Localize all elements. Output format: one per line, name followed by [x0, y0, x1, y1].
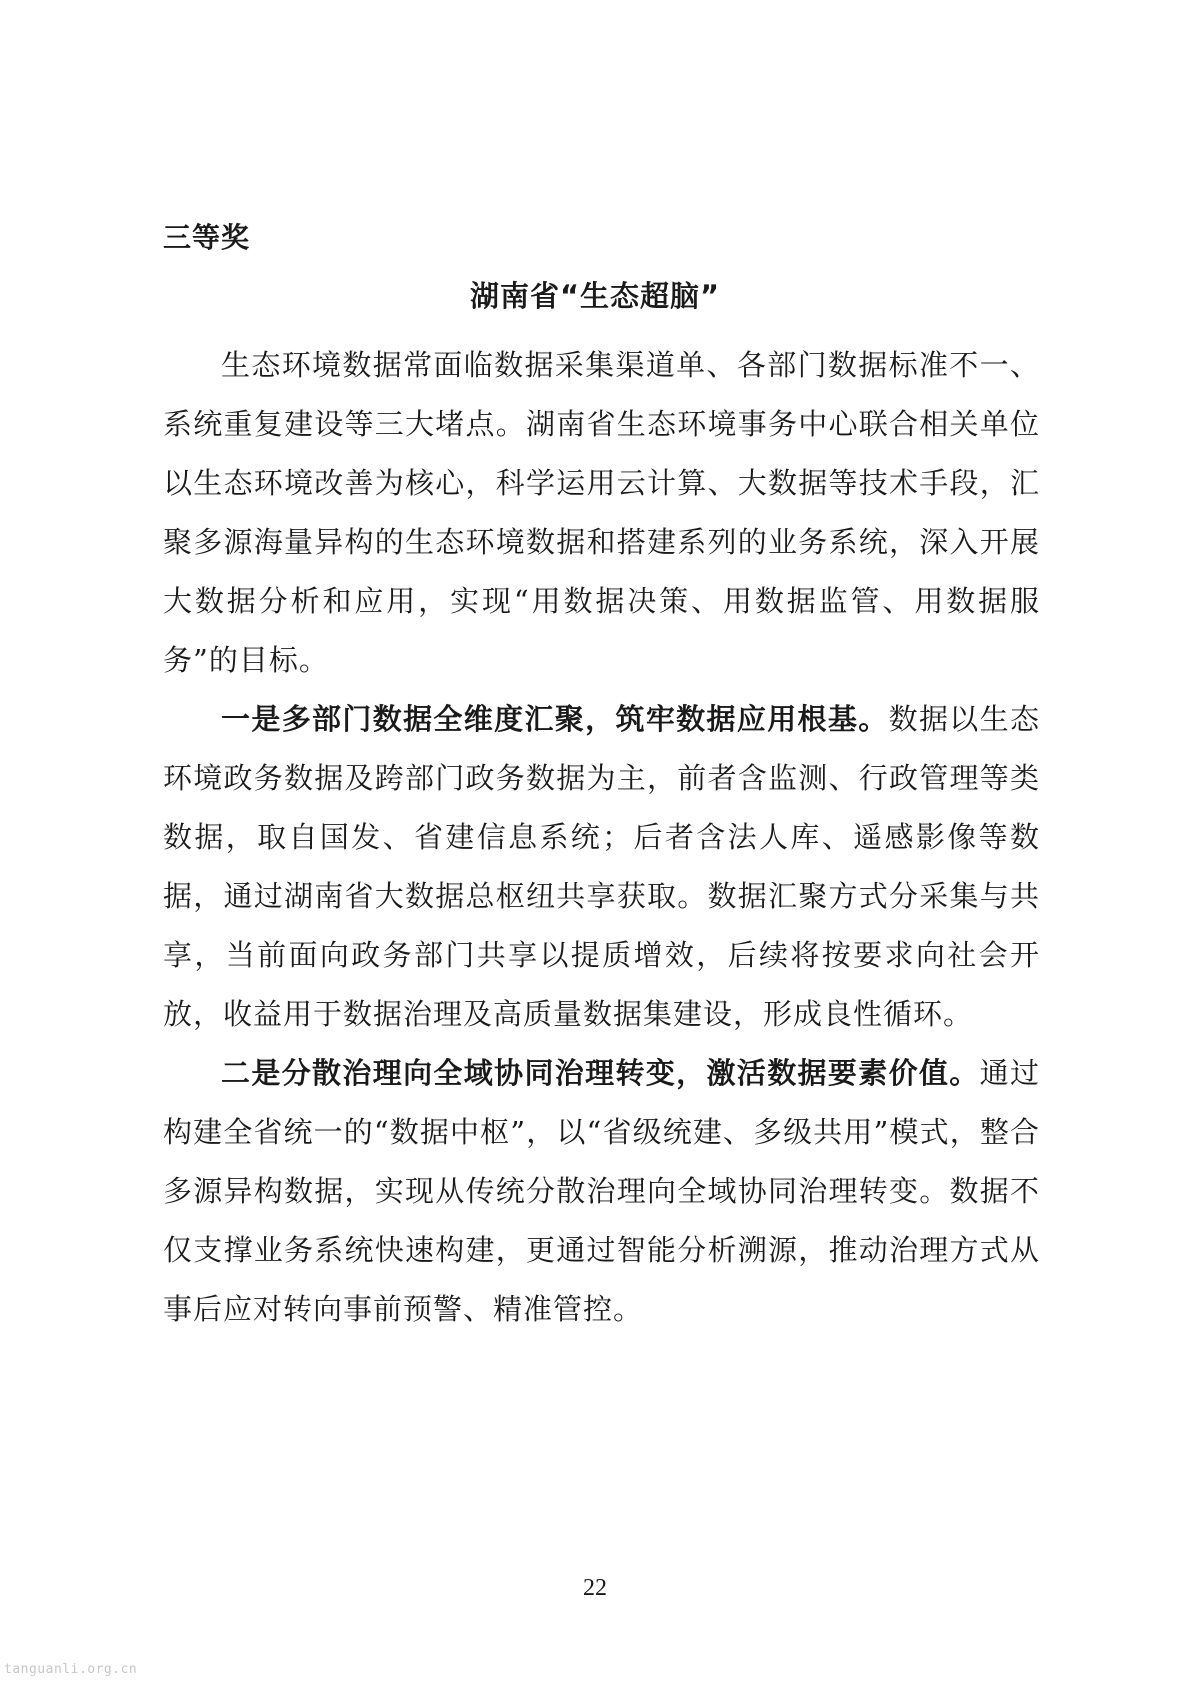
intro-paragraph-text: 生态环境数据常面临数据采集渠道单、各部门数据标准不一、系统重复建设等三大堵点。湖南省生态环境事务中心联合相关单位以生态环境改善为核心，科学运用云计算、大数据等技术手段，汇聚多源海量异构的生态环境数据和搭建系列的业务系统，深入开展大数据分析和应用，实现“用数据决策、用数据监管、用数据服务”的目标。 — [163, 348, 1040, 677]
body-text — [163, 336, 1040, 1339]
page-title: 湖南省“生态超脑” — [469, 279, 721, 313]
site-watermark: tanguanli.org.cn — [4, 1662, 138, 1677]
intro-paragraph — [163, 336, 1040, 690]
point-two-heading: 二是分散治理向全域协同治理转变，激活数据要素价值。 — [221, 1056, 980, 1090]
point-one-paragraph — [163, 690, 1040, 1044]
point-two-paragraph — [163, 1044, 1040, 1339]
point-one-heading: 一是多部门数据全维度汇聚，筑牢数据应用根基。 — [221, 702, 889, 736]
point-one-text: 数据以生态环境政务数据及跨部门政务数据为主，前者含监测、行政管理等类数据，取自国发、省建信息系统；后者含法人库、遥感影像等数据，通过湖南省大数据总枢纽共享获取。数据汇聚方式分采集与共享，当前面向政务部门共享以提质增效，后续将按要求向社会开放，收益用于数据治理及高质量数据集建设，形成良性循环。 — [163, 702, 1040, 1031]
page-number: 22 — [583, 1575, 607, 1601]
point-two-text: 通过构建全省统一的“数据中枢”，以“省级统建、多级共用”模式，整合多源异构数据，实现从传统分散治理向全域协同治理转变。数据不仅支撑业务系统快速构建，更通过智能分析溯源，推动治理方式从事后应对转向事前预警、精准管控。 — [163, 1056, 1040, 1326]
award-section-label: 三等奖 — [163, 221, 251, 254]
